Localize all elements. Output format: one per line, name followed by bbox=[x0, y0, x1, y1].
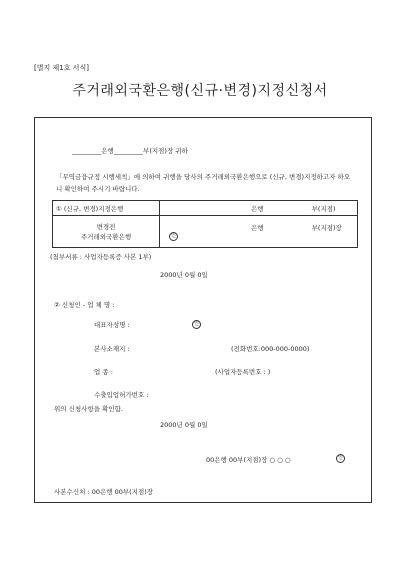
form-number: [별지 제1호 서식] bbox=[34, 64, 89, 72]
prev-bank-label-line1: 변경전 bbox=[96, 222, 116, 231]
prev-bank-unit: 은행 bbox=[251, 223, 264, 232]
confirm-text: 위의 신청사항을 확인함. bbox=[54, 405, 123, 413]
phone-number: (전화번호:000-000-0000) bbox=[231, 345, 310, 353]
new-bank-unit: 은행 bbox=[251, 204, 264, 213]
confirm-date: 2000년 0월 0일 bbox=[160, 421, 208, 429]
addressee-line: _________은행_________부(지점)장 귀하 bbox=[72, 147, 188, 155]
table-row bbox=[53, 216, 358, 248]
export-license-label: 수출입업허가번호 : bbox=[94, 391, 149, 399]
copy-recipient: 사본수신처 : 00은행 00부(지점)장 bbox=[54, 488, 154, 496]
new-bank-label: ① (신규, 변경)지정은행 bbox=[53, 201, 160, 216]
representative-label: 대표자성명 : bbox=[94, 321, 130, 329]
business-type-label: 업 종 : bbox=[94, 368, 113, 376]
business-reg-number: (사업자등록번호 : ) bbox=[215, 368, 271, 376]
new-bank-cell bbox=[160, 201, 358, 216]
prev-bank-label-line2: 주거래외국환은행 bbox=[80, 232, 132, 241]
table-row bbox=[53, 201, 358, 216]
new-branch-unit: 부(지점) bbox=[311, 204, 336, 213]
applicant-company: ② 신청인 - 업 체 명 : bbox=[54, 301, 115, 309]
prev-bank-label bbox=[53, 216, 160, 248]
application-date: 2000년 0월 0일 bbox=[160, 271, 208, 279]
signer-name: 00은행 00부(지점)장 ○ ○ ○ bbox=[206, 456, 291, 464]
signer-seal: 인 bbox=[336, 454, 345, 463]
seal-mark: 인 bbox=[169, 232, 178, 241]
prev-bank-cell bbox=[160, 216, 358, 248]
bank-designation-table bbox=[52, 200, 358, 248]
intro-text: 「무역금융규정 시행세칙」에 의하여 귀행을 당사의 주거래외국환은행으로 (신규, 변경)지정하고자 하오니 확인하여 주시기 바랍니다. bbox=[56, 173, 351, 193]
attachment-note: (첨부서류 : 사업자등록증 사본 1부) bbox=[50, 253, 152, 261]
office-label: 본사소재지 : bbox=[94, 345, 130, 353]
prev-branch-unit: 부(지점)장 bbox=[311, 223, 342, 232]
representative-seal: 인 bbox=[192, 320, 201, 329]
form-title: 주거래외국환은행(신규·변경)지정신청서 bbox=[72, 83, 328, 99]
